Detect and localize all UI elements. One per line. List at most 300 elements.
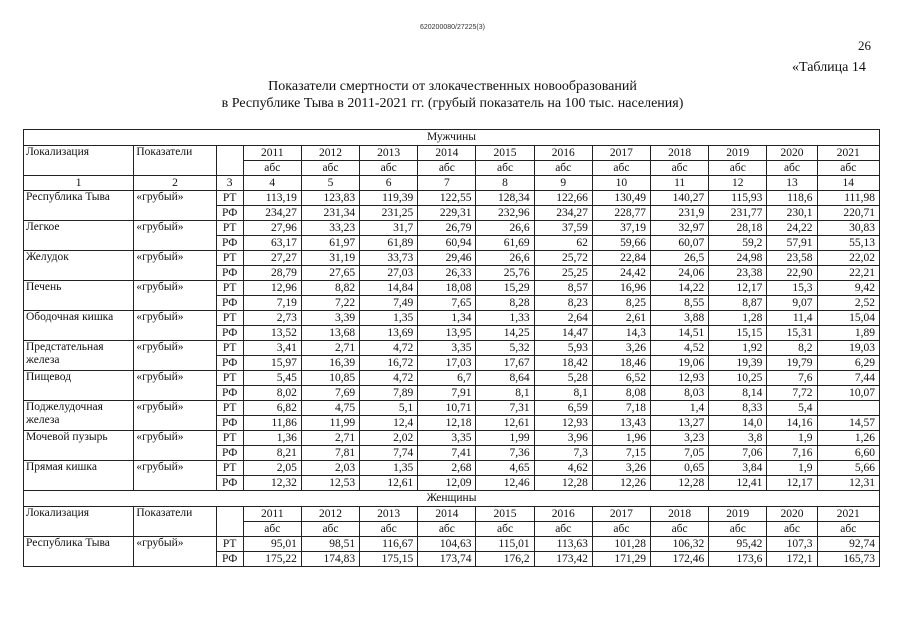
value-rf: 12,93: [534, 416, 592, 431]
value-rf: 13,69: [360, 326, 418, 341]
value-rt: 1,26: [817, 431, 879, 446]
value-rt: 1,34: [418, 311, 476, 326]
value-rt: 2,05: [243, 461, 301, 476]
value-rf: 231,77: [709, 206, 767, 221]
value-rt: 30,83: [817, 221, 879, 236]
value-rt: 4,62: [534, 461, 592, 476]
value-rt: 2,71: [301, 431, 359, 446]
value-rt: 1,35: [360, 311, 418, 326]
value-rf: 12,61: [476, 416, 534, 431]
value-rf: 7,72: [767, 386, 817, 401]
value-rf: 7,91: [418, 386, 476, 401]
indicator-name: «грубый»: [134, 341, 216, 371]
value-rf: 175,15: [360, 552, 418, 567]
value-rf: 8,14: [709, 386, 767, 401]
value-rt: 111,98: [817, 191, 879, 206]
value-rt: 7,44: [817, 371, 879, 386]
value-rf: 17,03: [418, 356, 476, 371]
value-rt: 130,49: [592, 191, 650, 206]
value-rf: 13,68: [301, 326, 359, 341]
label-rf: РФ: [216, 266, 243, 281]
value-rf: 25,25: [534, 266, 592, 281]
label-rt: РТ: [216, 281, 243, 296]
header-year: 2013: [360, 507, 418, 522]
value-rt: 7,6: [767, 371, 817, 386]
header-unit: абс: [817, 522, 879, 537]
value-rt: 116,67: [360, 537, 418, 552]
value-rt: 3,39: [301, 311, 359, 326]
value-rf: 14,25: [476, 326, 534, 341]
label-rf: РФ: [216, 416, 243, 431]
value-rf: 7,06: [709, 446, 767, 461]
value-rt: 16,96: [592, 281, 650, 296]
value-rf: 16,72: [360, 356, 418, 371]
value-rt: 31,19: [301, 251, 359, 266]
header-year: 2011: [243, 507, 301, 522]
value-rf: 11,86: [243, 416, 301, 431]
section-row: [24, 130, 880, 146]
value-rf: 26,33: [418, 266, 476, 281]
value-rf: 229,31: [418, 206, 476, 221]
data-row-rt: [24, 191, 880, 206]
value-rt: 10,71: [418, 401, 476, 416]
value-rf: 7,41: [418, 446, 476, 461]
value-rf: 7,3: [534, 446, 592, 461]
value-rf: 8,23: [534, 296, 592, 311]
label-rf: РФ: [216, 386, 243, 401]
value-rt: 18,08: [418, 281, 476, 296]
column-number: 3: [216, 176, 243, 191]
section-title: Женщины: [24, 491, 880, 507]
value-rt: 101,28: [592, 537, 650, 552]
value-rt: 6,59: [534, 401, 592, 416]
value-rt: 5,45: [243, 371, 301, 386]
localization-name: Пищевод: [24, 371, 134, 401]
value-rf: 12,61: [360, 476, 418, 491]
indicator-name: «грубый»: [134, 371, 216, 401]
value-rt: 115,93: [709, 191, 767, 206]
value-rt: 5,66: [817, 461, 879, 476]
localization-name: Поджелудочная железа: [24, 401, 134, 431]
value-rf: 25,76: [476, 266, 534, 281]
value-rf: 27,03: [360, 266, 418, 281]
column-number: 2: [134, 176, 216, 191]
value-rt: 11,4: [767, 311, 817, 326]
value-rf: 6,60: [817, 446, 879, 461]
value-rf: 19,39: [709, 356, 767, 371]
value-rf: 22,90: [767, 266, 817, 281]
value-rf: 14,57: [817, 416, 879, 431]
value-rt: 26,6: [476, 251, 534, 266]
value-rt: 95,42: [709, 537, 767, 552]
header-year: 2016: [534, 146, 592, 161]
value-rf: 57,91: [767, 236, 817, 251]
data-row-rt: [24, 401, 880, 416]
value-rt: 0,65: [651, 461, 709, 476]
value-rf: 12,41: [709, 476, 767, 491]
value-rf: 12,4: [360, 416, 418, 431]
value-rf: 59,66: [592, 236, 650, 251]
value-rt: 15,04: [817, 311, 879, 326]
column-number: 1: [24, 176, 134, 191]
value-rt: 2,64: [534, 311, 592, 326]
header-year: 2018: [651, 507, 709, 522]
value-rt: 14,22: [651, 281, 709, 296]
value-rf: 165,73: [817, 552, 879, 567]
value-rt: 1,28: [709, 311, 767, 326]
indicator-name: «грубый»: [134, 461, 216, 491]
label-rf: РФ: [216, 446, 243, 461]
value-rt: 5,1: [360, 401, 418, 416]
value-rt: 25,72: [534, 251, 592, 266]
mortality-table: [23, 129, 880, 567]
value-rt: 1,9: [767, 461, 817, 476]
value-rt: 118,6: [767, 191, 817, 206]
value-rt: 1,33: [476, 311, 534, 326]
column-number: 9: [534, 176, 592, 191]
value-rt: 7,18: [592, 401, 650, 416]
value-rf: 12,53: [301, 476, 359, 491]
column-number: 5: [301, 176, 359, 191]
value-rf: 8,25: [592, 296, 650, 311]
value-rt: 33,23: [301, 221, 359, 236]
value-rt: 1,36: [243, 431, 301, 446]
value-rf: 174,83: [301, 552, 359, 567]
header-year: 2020: [767, 146, 817, 161]
value-rt: 3,26: [592, 461, 650, 476]
value-rt: 4,72: [360, 371, 418, 386]
header-unit: абс: [360, 522, 418, 537]
value-rf: 61,89: [360, 236, 418, 251]
value-rt: 1,92: [709, 341, 767, 356]
value-rf: 15,31: [767, 326, 817, 341]
value-rf: 232,96: [476, 206, 534, 221]
label-rt: РТ: [216, 401, 243, 416]
value-rf: 14,47: [534, 326, 592, 341]
value-rf: 12,17: [767, 476, 817, 491]
label-rt: РТ: [216, 371, 243, 386]
document-id: 620200080/27225(3): [419, 24, 485, 31]
value-rt: 2,73: [243, 311, 301, 326]
value-rt: 6,82: [243, 401, 301, 416]
value-rt: 14,84: [360, 281, 418, 296]
header-year: 2016: [534, 507, 592, 522]
title-line-1: Показатели смертности от злокачественных новообразований: [268, 79, 637, 94]
table-number: «Таблица 14: [792, 60, 866, 75]
value-rt: 113,63: [534, 537, 592, 552]
value-rt: 104,63: [418, 537, 476, 552]
value-rf: 61,69: [476, 236, 534, 251]
value-rt: 9,42: [817, 281, 879, 296]
value-rf: 7,89: [360, 386, 418, 401]
value-rf: 19,06: [651, 356, 709, 371]
value-rf: 8,28: [476, 296, 534, 311]
value-rt: 24,22: [767, 221, 817, 236]
value-rt: [817, 401, 879, 416]
header-year: 2014: [418, 507, 476, 522]
header-localization: Локализация: [24, 146, 134, 176]
value-rf: 17,67: [476, 356, 534, 371]
header-indicators: Показатели: [134, 146, 216, 176]
column-number: 8: [476, 176, 534, 191]
value-rt: 23,58: [767, 251, 817, 266]
value-rf: 8,1: [476, 386, 534, 401]
value-rf: 59,2: [709, 236, 767, 251]
value-rt: 95,01: [243, 537, 301, 552]
value-rf: 10,07: [817, 386, 879, 401]
value-rt: 26,79: [418, 221, 476, 236]
value-rf: 7,16: [767, 446, 817, 461]
value-rf: 13,27: [651, 416, 709, 431]
value-rt: 128,34: [476, 191, 534, 206]
value-rf: 12,26: [592, 476, 650, 491]
value-rf: 14,16: [767, 416, 817, 431]
column-number: 11: [651, 176, 709, 191]
data-row-rt: [24, 371, 880, 386]
header-unit: абс: [418, 161, 476, 176]
value-rt: 10,25: [709, 371, 767, 386]
value-rf: 12,31: [817, 476, 879, 491]
value-rf: 24,42: [592, 266, 650, 281]
header-year: 2021: [817, 146, 879, 161]
value-rf: 16,39: [301, 356, 359, 371]
value-rt: 4,52: [651, 341, 709, 356]
value-rt: 1,99: [476, 431, 534, 446]
header-unit: абс: [418, 522, 476, 537]
column-number: 13: [767, 176, 817, 191]
header-unit: абс: [767, 161, 817, 176]
value-rf: 176,2: [476, 552, 534, 567]
value-rf: 172,1: [767, 552, 817, 567]
header-unit: абс: [476, 161, 534, 176]
value-rf: 2,52: [817, 296, 879, 311]
localization-name: Легкое: [24, 221, 134, 251]
header-year: 2021: [817, 507, 879, 522]
header-year: 2019: [709, 146, 767, 161]
value-rt: 3,88: [651, 311, 709, 326]
value-rt: 3,26: [592, 341, 650, 356]
indicator-name: «грубый»: [134, 191, 216, 221]
value-rt: 7,31: [476, 401, 534, 416]
column-number: 6: [360, 176, 418, 191]
value-rt: 5,28: [534, 371, 592, 386]
label-rf: РФ: [216, 476, 243, 491]
header-unit: абс: [360, 161, 418, 176]
value-rt: 4,65: [476, 461, 534, 476]
header-year: 2012: [301, 146, 359, 161]
value-rf: 22,21: [817, 266, 879, 281]
header-unit: абс: [592, 522, 650, 537]
value-rt: 2,02: [360, 431, 418, 446]
value-rt: 1,4: [651, 401, 709, 416]
value-rf: 1,89: [817, 326, 879, 341]
label-rf: РФ: [216, 356, 243, 371]
value-rt: 8,57: [534, 281, 592, 296]
value-rf: 12,28: [534, 476, 592, 491]
label-rf: РФ: [216, 206, 243, 221]
section-row: [24, 491, 880, 507]
header-unit: абс: [301, 161, 359, 176]
value-rf: 8,21: [243, 446, 301, 461]
value-rt: 115,01: [476, 537, 534, 552]
localization-name: Предстательная железа: [24, 341, 134, 371]
value-rt: 5,93: [534, 341, 592, 356]
value-rf: 9,07: [767, 296, 817, 311]
header-empty: [216, 507, 243, 537]
value-rt: 3,35: [418, 431, 476, 446]
value-rf: 231,25: [360, 206, 418, 221]
value-rf: 13,52: [243, 326, 301, 341]
value-rf: 8,87: [709, 296, 767, 311]
value-rt: 31,7: [360, 221, 418, 236]
value-rt: 12,96: [243, 281, 301, 296]
value-rf: 8,02: [243, 386, 301, 401]
header-unit: абс: [243, 522, 301, 537]
table-body: [24, 130, 880, 567]
value-rt: 27,27: [243, 251, 301, 266]
indicator-name: «грубый»: [134, 311, 216, 341]
label-rf: РФ: [216, 326, 243, 341]
value-rf: 220,71: [817, 206, 879, 221]
value-rf: 175,22: [243, 552, 301, 567]
value-rf: 27,65: [301, 266, 359, 281]
column-number: 14: [817, 176, 879, 191]
value-rt: 113,19: [243, 191, 301, 206]
value-rf: 230,1: [767, 206, 817, 221]
value-rf: 7,65: [418, 296, 476, 311]
value-rf: 14,0: [709, 416, 767, 431]
header-unit: абс: [651, 161, 709, 176]
value-rt: 22,02: [817, 251, 879, 266]
value-rf: 7,22: [301, 296, 359, 311]
indicator-name: «грубый»: [134, 281, 216, 311]
value-rt: 5,4: [767, 401, 817, 416]
value-rt: 10,85: [301, 371, 359, 386]
value-rt: 1,35: [360, 461, 418, 476]
value-rt: 29,46: [418, 251, 476, 266]
value-rt: 3,23: [651, 431, 709, 446]
header-year: 2014: [418, 146, 476, 161]
value-rt: 2,03: [301, 461, 359, 476]
label-rf: РФ: [216, 552, 243, 567]
value-rt: 2,68: [418, 461, 476, 476]
data-row-rt: [24, 311, 880, 326]
value-rf: 60,94: [418, 236, 476, 251]
localization-name: Печень: [24, 281, 134, 311]
value-rf: 18,46: [592, 356, 650, 371]
header-unit: абс: [476, 522, 534, 537]
value-rt: 26,5: [651, 251, 709, 266]
value-rt: 122,55: [418, 191, 476, 206]
header-unit: абс: [767, 522, 817, 537]
value-rf: 18,42: [534, 356, 592, 371]
header-year: 2011: [243, 146, 301, 161]
data-row-rt: [24, 341, 880, 356]
value-rt: 3,96: [534, 431, 592, 446]
value-rt: 107,3: [767, 537, 817, 552]
value-rt: 3,35: [418, 341, 476, 356]
value-rt: 37,59: [534, 221, 592, 236]
value-rt: 15,3: [767, 281, 817, 296]
value-rf: 7,36: [476, 446, 534, 461]
header-unit: абс: [817, 161, 879, 176]
indicator-name: «грубый»: [134, 401, 216, 431]
header-unit: абс: [651, 522, 709, 537]
localization-name: Прямая кишка: [24, 461, 134, 491]
label-rt: РТ: [216, 191, 243, 206]
header-row-years: [24, 146, 880, 161]
data-row-rt: [24, 537, 880, 552]
header-unit: абс: [534, 522, 592, 537]
value-rt: 3,84: [709, 461, 767, 476]
column-number: 4: [243, 176, 301, 191]
value-rf: 55,13: [817, 236, 879, 251]
value-rf: 24,06: [651, 266, 709, 281]
value-rt: 37,19: [592, 221, 650, 236]
indicator-name: «грубый»: [134, 251, 216, 281]
value-rt: 98,51: [301, 537, 359, 552]
data-row-rt: [24, 461, 880, 476]
header-year: 2013: [360, 146, 418, 161]
indicator-name: «грубый»: [134, 221, 216, 251]
value-rf: 12,28: [651, 476, 709, 491]
value-rt: 2,61: [592, 311, 650, 326]
value-rt: 119,39: [360, 191, 418, 206]
value-rf: 62: [534, 236, 592, 251]
value-rt: 123,83: [301, 191, 359, 206]
value-rt: 140,27: [651, 191, 709, 206]
value-rf: 15,97: [243, 356, 301, 371]
value-rf: 234,27: [534, 206, 592, 221]
indicator-name: «грубый»: [134, 431, 216, 461]
value-rf: 8,08: [592, 386, 650, 401]
column-number: 7: [418, 176, 476, 191]
value-rt: 3,41: [243, 341, 301, 356]
value-rf: 173,42: [534, 552, 592, 567]
label-rf: РФ: [216, 236, 243, 251]
value-rf: 12,46: [476, 476, 534, 491]
column-number: 10: [592, 176, 650, 191]
value-rt: 15,29: [476, 281, 534, 296]
value-rf: 11,99: [301, 416, 359, 431]
data-row-rt: [24, 431, 880, 446]
value-rt: 8,64: [476, 371, 534, 386]
value-rt: 2,71: [301, 341, 359, 356]
value-rf: 8,03: [651, 386, 709, 401]
header-unit: абс: [709, 522, 767, 537]
header-unit: абс: [301, 522, 359, 537]
value-rt: 6,7: [418, 371, 476, 386]
value-rf: 13,43: [592, 416, 650, 431]
localization-name: Республика Тыва: [24, 537, 134, 567]
value-rt: 1,96: [592, 431, 650, 446]
label-rt: РТ: [216, 537, 243, 552]
value-rf: 171,29: [592, 552, 650, 567]
section-title: Мужчины: [24, 130, 880, 146]
value-rt: 32,97: [651, 221, 709, 236]
label-rt: РТ: [216, 311, 243, 326]
header-year: 2020: [767, 507, 817, 522]
value-rf: 14,3: [592, 326, 650, 341]
value-rf: 7,05: [651, 446, 709, 461]
value-rt: 106,32: [651, 537, 709, 552]
label-rt: РТ: [216, 461, 243, 476]
header-localization: Локализация: [24, 507, 134, 537]
value-rt: 33,73: [360, 251, 418, 266]
value-rf: 13,95: [418, 326, 476, 341]
value-rt: 27,96: [243, 221, 301, 236]
value-rf: 63,17: [243, 236, 301, 251]
